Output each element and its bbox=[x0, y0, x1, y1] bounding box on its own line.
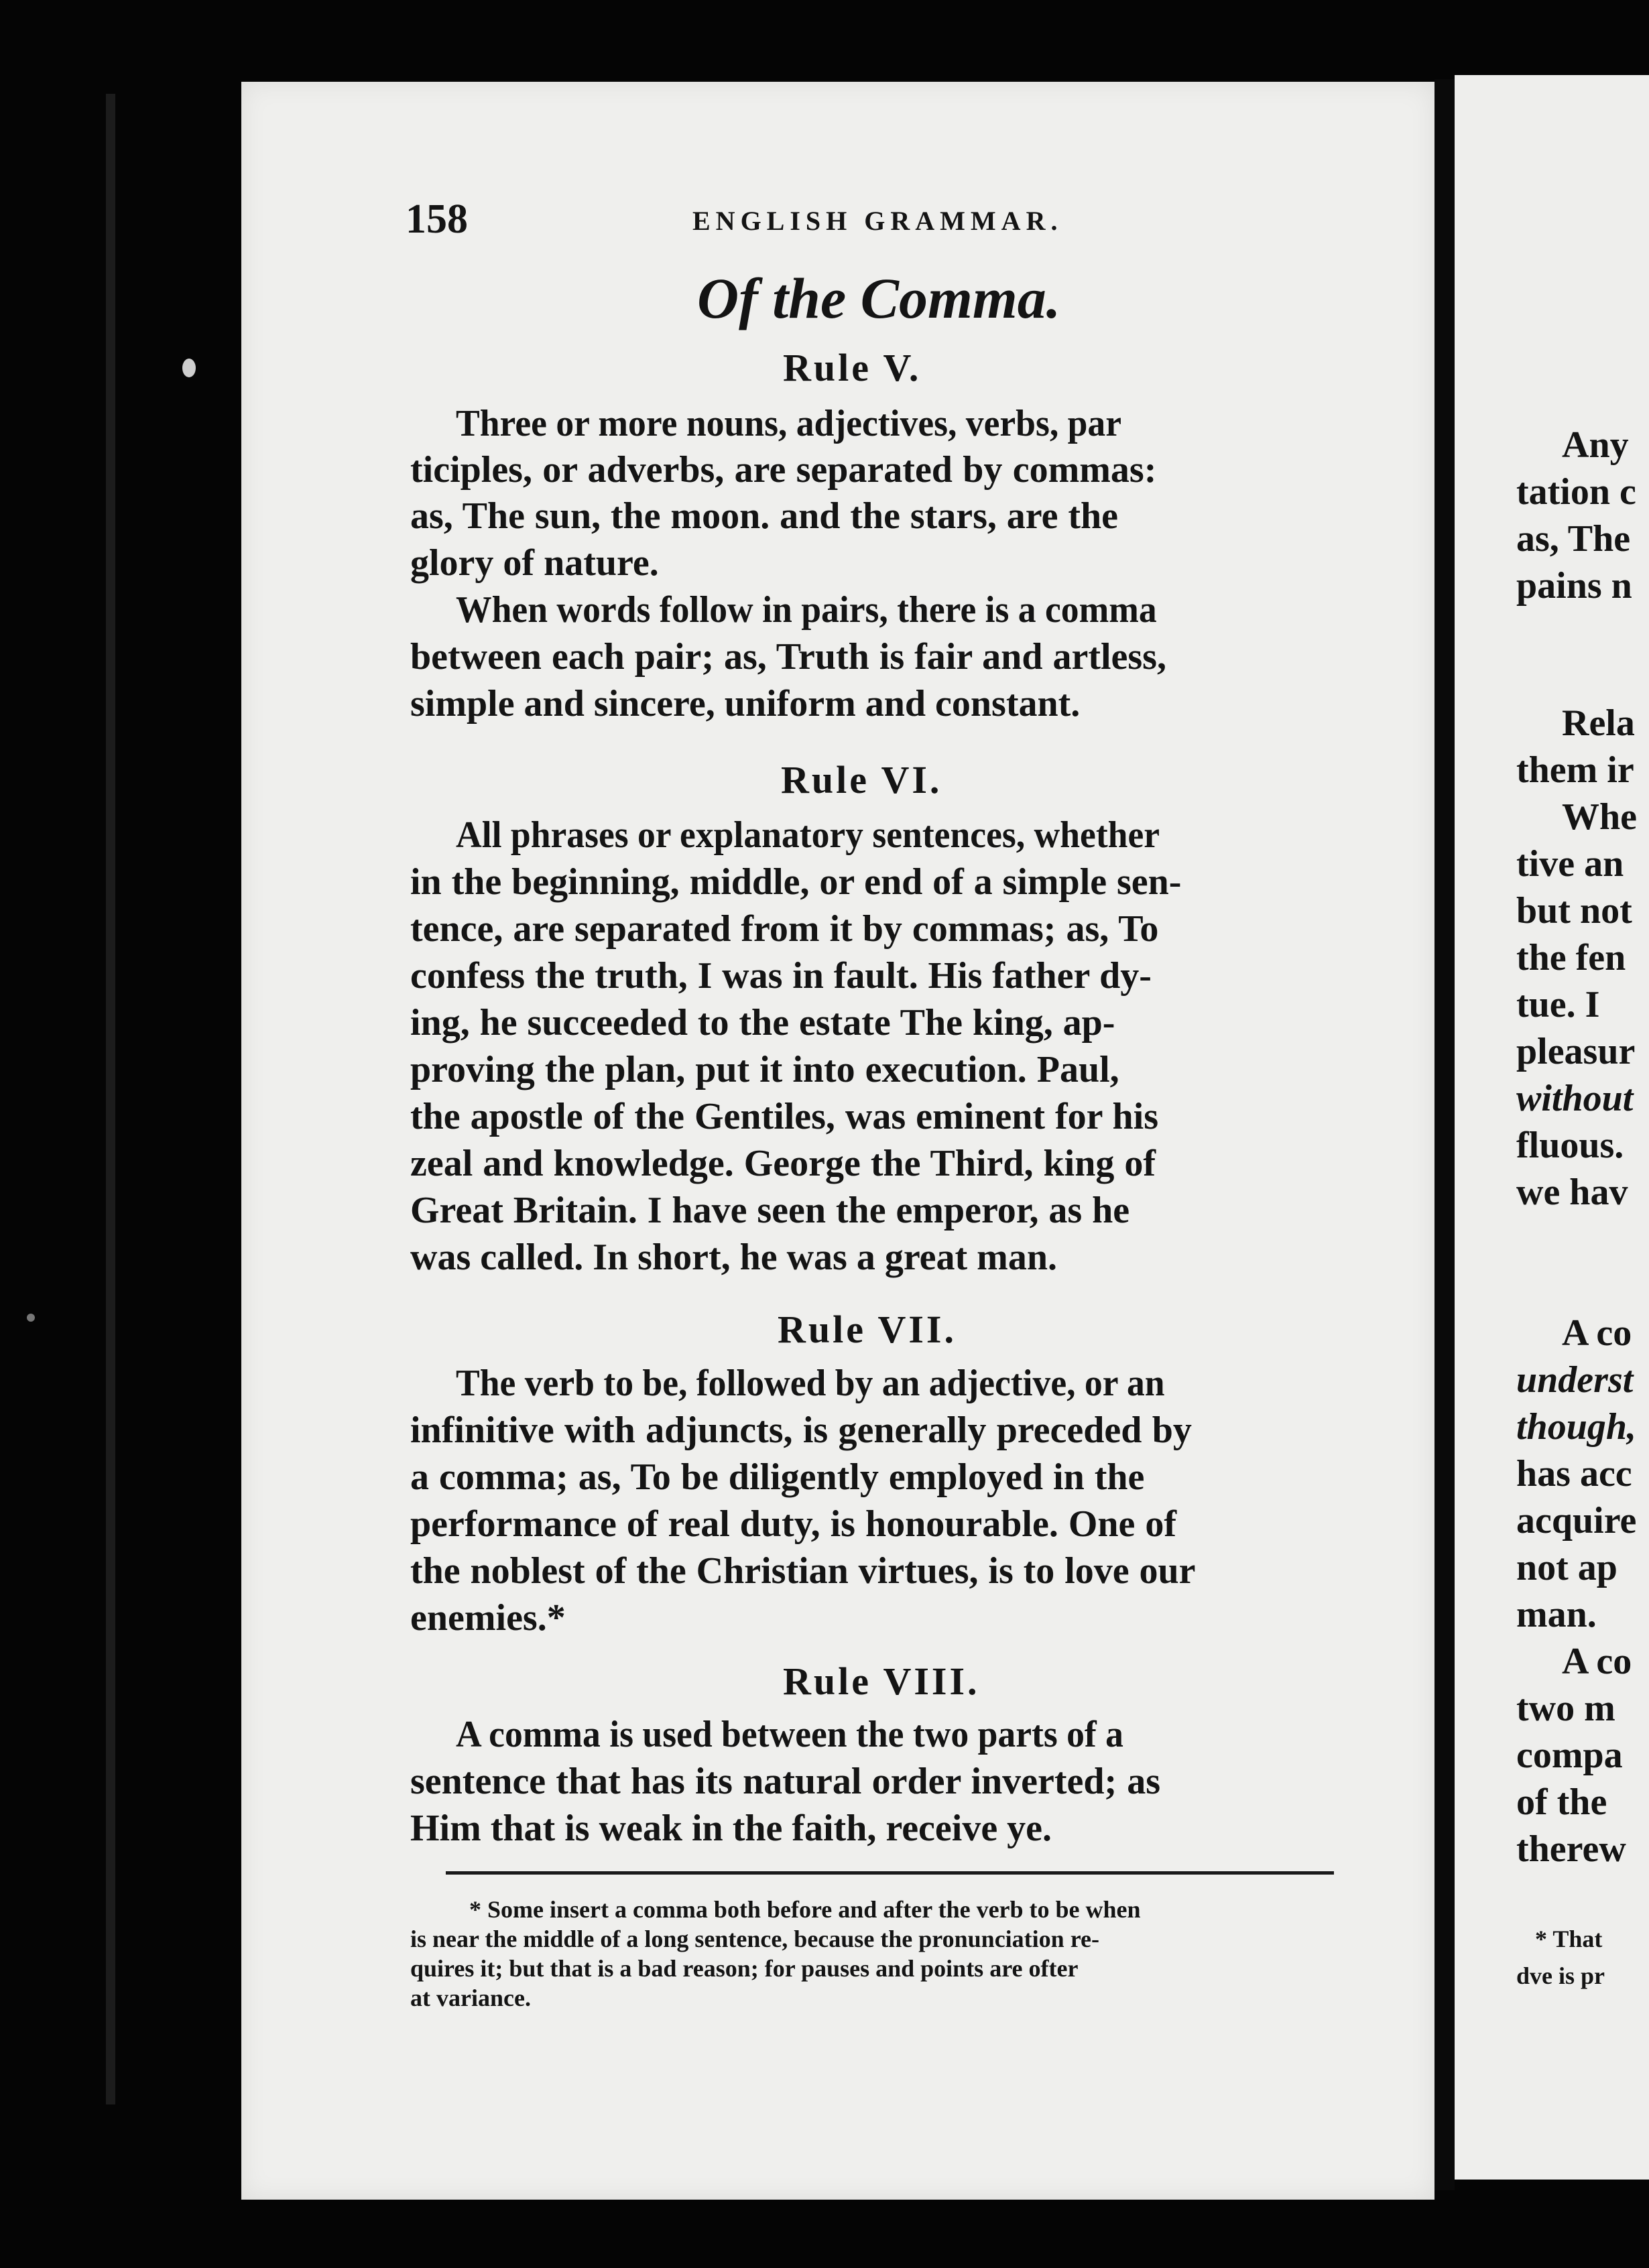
facing-page-line: compa bbox=[1516, 1735, 1623, 1776]
facing-page-line: man. bbox=[1516, 1594, 1597, 1635]
facing-page-line: of the bbox=[1516, 1781, 1607, 1823]
body-line: was called. In short, he was a great man. bbox=[410, 1237, 1057, 1278]
body-line: zeal and knowledge. George the Third, king of bbox=[410, 1143, 1156, 1184]
rule-heading-v: Rule V. bbox=[783, 346, 922, 389]
body-line: The verb to be, followed by an adjective, or an bbox=[456, 1363, 1165, 1404]
facing-page-footnote: * That bbox=[1535, 1926, 1603, 1952]
body-line: Him that is weak in the faith, receive ye. bbox=[410, 1808, 1052, 1849]
facing-page-line: Any bbox=[1562, 424, 1629, 466]
body-line: glory of nature. bbox=[410, 542, 659, 584]
facing-page-line: acquire bbox=[1516, 1500, 1637, 1541]
body-line: sentence that has its natural order inverted; as bbox=[410, 1761, 1161, 1802]
facing-page-line: them ir bbox=[1516, 749, 1634, 791]
body-line: infinitive with adjuncts, is generally preceded by bbox=[410, 1409, 1192, 1451]
facing-page-line: underst bbox=[1516, 1359, 1634, 1401]
footnote-line: at variance. bbox=[410, 1984, 531, 2011]
facing-page-line: fluous. bbox=[1516, 1125, 1624, 1166]
body-line: simple and sincere, uniform and constant. bbox=[410, 683, 1081, 724]
running-head bbox=[406, 196, 1076, 243]
body-line: ticiples, or adverbs, are separated by commas: bbox=[410, 449, 1157, 491]
footnote-line: quires it; but that is a bad reason; for pauses and points are ofter bbox=[410, 1955, 1079, 1982]
book-page-158 bbox=[241, 82, 1434, 2200]
body-line: proving the plan, put it into execution. Paul, bbox=[410, 1049, 1119, 1090]
footnote-line: * Some insert a comma both before and after the verb to be when bbox=[469, 1896, 1141, 1923]
body-line: as, The sun, the moon. and the stars, are the bbox=[410, 495, 1119, 537]
body-line: enemies.* bbox=[410, 1597, 566, 1639]
body-line: performance of real duty, is honourable. One of bbox=[410, 1503, 1177, 1545]
facing-page-line: tue. I bbox=[1516, 984, 1600, 1025]
rule-heading-vi: Rule VI. bbox=[781, 758, 942, 802]
body-line: When words follow in pairs, there is a comma bbox=[456, 589, 1157, 631]
body-line: ing, he succeeded to the estate The king, ap- bbox=[410, 1002, 1115, 1044]
section-heading: Of the Comma. bbox=[697, 266, 1061, 330]
facing-page-line: A co bbox=[1562, 1641, 1632, 1682]
facing-page-line: but not bbox=[1516, 890, 1632, 932]
footnote-divider bbox=[446, 1871, 1334, 1875]
facing-page-line: therew bbox=[1516, 1828, 1626, 1870]
scan-speck bbox=[27, 1314, 35, 1322]
body-line: confess the truth, I was in fault. His father dy- bbox=[410, 955, 1152, 997]
facing-page-line: Rela bbox=[1562, 702, 1635, 744]
facing-page-line: Whe bbox=[1562, 796, 1637, 838]
body-line: a comma; as, To be diligently employed in the bbox=[410, 1456, 1145, 1498]
body-line: Three or more nouns, adjectives, verbs, par bbox=[456, 403, 1122, 444]
rule-heading-viii: Rule VIII. bbox=[783, 1659, 980, 1703]
body-line: Great Britain. I have seen the emperor, as he bbox=[410, 1190, 1130, 1231]
facing-page-line: without bbox=[1516, 1078, 1634, 1119]
scan-speck bbox=[182, 359, 196, 377]
footnote-line: is near the middle of a long sentence, because the pronunciation re- bbox=[410, 1926, 1099, 1952]
facing-page-line: as, The bbox=[1516, 518, 1631, 560]
body-line: in the beginning, middle, or end of a simple sen- bbox=[410, 861, 1182, 903]
body-line: All phrases or explanatory sentences, whether bbox=[456, 814, 1160, 856]
facing-page-line: we hav bbox=[1516, 1172, 1628, 1213]
rule-heading-vii: Rule VII. bbox=[778, 1308, 957, 1351]
facing-page-line: two m bbox=[1516, 1688, 1615, 1729]
body-line: the noblest of the Christian virtues, is to love our bbox=[410, 1550, 1196, 1592]
facing-page bbox=[1455, 75, 1649, 2180]
page-number: 158 bbox=[406, 196, 468, 242]
body-line: between each pair; as, Truth is fair and artless, bbox=[410, 636, 1166, 678]
facing-page-line: the fen bbox=[1516, 937, 1626, 979]
book-gutter bbox=[1434, 79, 1455, 2190]
facing-page-line: pains n bbox=[1516, 565, 1632, 607]
facing-page-line: tive an bbox=[1516, 843, 1624, 885]
body-line: the apostle of the Gentiles, was eminent for his bbox=[410, 1096, 1158, 1137]
body-line: tence, are separated from it by commas; as, To bbox=[410, 908, 1159, 950]
facing-page-line: not ap bbox=[1516, 1547, 1617, 1588]
facing-page-line: tation c bbox=[1516, 471, 1636, 513]
facing-page-line: A co bbox=[1562, 1312, 1632, 1354]
scanner-edge-shadow bbox=[106, 94, 115, 2104]
running-head-title: ENGLISH GRAMMAR. bbox=[692, 206, 1063, 236]
body-line: A comma is used between the two parts of a bbox=[456, 1714, 1123, 1755]
facing-page-line: has acc bbox=[1516, 1453, 1632, 1495]
facing-page-footnote: dve is pr bbox=[1516, 1962, 1605, 1989]
facing-page-line: though, bbox=[1516, 1406, 1636, 1448]
facing-page-line: pleasur bbox=[1516, 1031, 1636, 1072]
